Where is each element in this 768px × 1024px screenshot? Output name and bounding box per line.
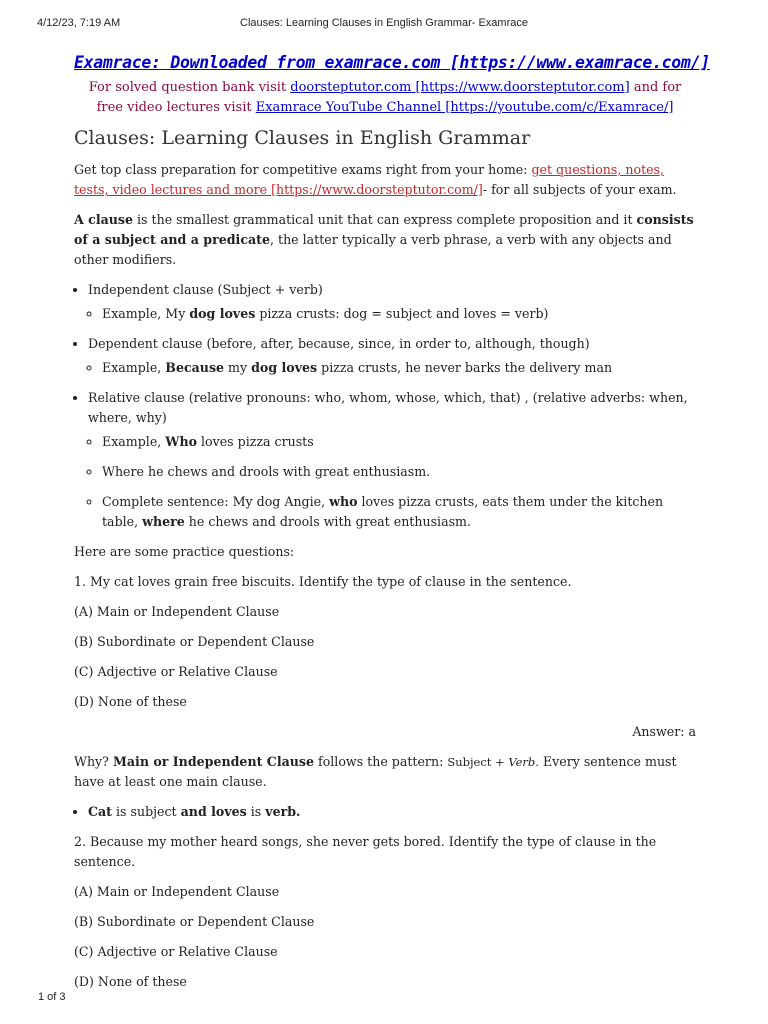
doorsteptutor-promo-link[interactable]: get questions, notes, tests, video lectures and more [https://www.doorsteptutor.com/] — [74, 162, 665, 197]
ex-bold: and loves — [180, 804, 247, 819]
why-bold: Main or Independent Clause — [112, 754, 315, 769]
formula-plus: + — [491, 755, 509, 769]
ex-text: he chews and drools with great enthusiasm. — [184, 514, 471, 529]
list-item-independent — [88, 280, 696, 324]
ex-text: Example, — [102, 434, 166, 449]
question-1: 1. My cat loves grain free biscuits. Identify the type of clause in the sentence. — [74, 574, 572, 589]
print-page-title: Clauses: Learning Clauses in English Grammar- Examrace — [240, 17, 528, 29]
formula-verb: Verb — [508, 755, 536, 769]
list-item-dependent — [88, 334, 696, 378]
ex-text: pizza crusts: dog = subject and loves = verb) — [255, 306, 549, 321]
list-item: ◦ Where he chews and drools with great enthusiasm. — [102, 462, 696, 482]
page-content — [74, 53, 710, 1002]
ex-text: is subject — [112, 804, 181, 819]
article-title: Clauses: Learning Clauses in English Grammar — [74, 127, 531, 149]
ex-text: Example, — [102, 360, 166, 375]
dependent-label: Dependent clause (before, after, because, since, in order to, although, though) — [88, 336, 590, 351]
page-indicator: 1 of 3 — [38, 991, 66, 1003]
list-item — [102, 358, 696, 378]
promo-text-2: and for free video lectures visit — [96, 80, 682, 115]
ex-bold: who — [329, 494, 358, 509]
formula-dot: . — [535, 755, 539, 769]
q2-option-a: (A) Main or Independent Clause — [74, 884, 280, 899]
why-text: Why? — [74, 754, 113, 769]
ex-bold: verb. — [265, 804, 301, 819]
intro-tail: - for all subjects of your exam. — [482, 182, 677, 197]
why-text: Every sentence must have at least one main clause. — [74, 754, 677, 789]
ex-bold: Who — [165, 434, 197, 449]
independent-label: Independent clause (Subject + verb) — [88, 282, 323, 297]
ex-text: Example, My — [102, 306, 190, 321]
list-item — [102, 432, 696, 452]
relative-examples — [88, 432, 696, 532]
ex-text: is — [246, 804, 266, 819]
youtube-channel-link[interactable]: Examrace YouTube Channel [https://youtube.com/c/Examrace/] — [255, 100, 674, 115]
q1-explanation-list — [74, 802, 696, 822]
ex-text: loves pizza crusts, eats them under the kitchen table, — [102, 494, 664, 529]
q2-option-d: (D) None of these — [74, 974, 187, 989]
formula-subject: Subject — [447, 755, 492, 769]
promo-text-1: For solved question bank visit — [88, 80, 291, 95]
list-item-relative — [88, 388, 696, 532]
ex-bold: where — [142, 514, 185, 529]
q1-answer: Answer: a — [632, 724, 696, 739]
practice-intro: Here are some practice questions: — [74, 544, 295, 559]
doorsteptutor-link[interactable]: doorsteptutor.com [https://www.doorsteptutor.com] — [290, 80, 630, 95]
promo-notice — [74, 78, 696, 118]
ex-bold: dog loves — [189, 306, 256, 321]
print-datetime: 4/12/23, 7:19 AM — [37, 17, 121, 29]
why-text: follows the pattern: — [314, 754, 448, 769]
q1-explanation — [74, 752, 696, 792]
ex-text: loves pizza crusts — [197, 434, 314, 449]
clause-types-list — [74, 280, 696, 532]
ex-text: pizza crusts, he never barks the delivery man — [317, 360, 613, 375]
q1-option-c: (C) Adjective or Relative Clause — [74, 664, 278, 679]
def-text-2: , the latter typically a verb phrase, a verb with any objects and other modifiers. — [74, 232, 672, 267]
ex-bold: Cat — [88, 804, 113, 819]
q2-option-c: (C) Adjective or Relative Clause — [74, 944, 278, 959]
dependent-examples — [88, 358, 696, 378]
definition-paragraph — [74, 210, 696, 270]
intro-paragraph — [74, 160, 696, 200]
examrace-banner-link[interactable]: Examrace: Downloaded from examrace.com [https://www.examrace.com/] — [74, 53, 710, 72]
relative-label: Relative clause (relative pronouns: who, whom, whose, which, that) , (relative adverbs: when, where, why) — [88, 390, 688, 425]
def-text-1: is the smallest grammatical unit that can express complete proposition and it — [133, 212, 637, 227]
question-2: 2. Because my mother heard songs, she never gets bored. Identify the type of clause in the sentence. — [74, 834, 657, 869]
list-item — [88, 802, 696, 822]
ex-text: my — [224, 360, 252, 375]
list-item — [102, 304, 696, 324]
print-header — [0, 0, 768, 40]
q1-option-d: (D) None of these — [74, 694, 187, 709]
ex-text: Complete sentence: My dog Angie, — [102, 494, 330, 509]
ex-bold: dog loves — [251, 360, 318, 375]
q1-option-a: (A) Main or Independent Clause — [74, 604, 280, 619]
intro-text: Get top class preparation for competitive exams right from your home: — [74, 162, 532, 177]
ex-bold: Because — [165, 360, 225, 375]
q1-option-b: (B) Subordinate or Dependent Clause — [74, 634, 315, 649]
formula — [447, 755, 539, 769]
def-bold-1: A clause — [74, 212, 134, 227]
def-bold-2: consists of a subject and a predicate — [74, 212, 694, 247]
q2-option-b: (B) Subordinate or Dependent Clause — [74, 914, 315, 929]
independent-examples — [88, 304, 696, 324]
list-item — [102, 492, 696, 532]
